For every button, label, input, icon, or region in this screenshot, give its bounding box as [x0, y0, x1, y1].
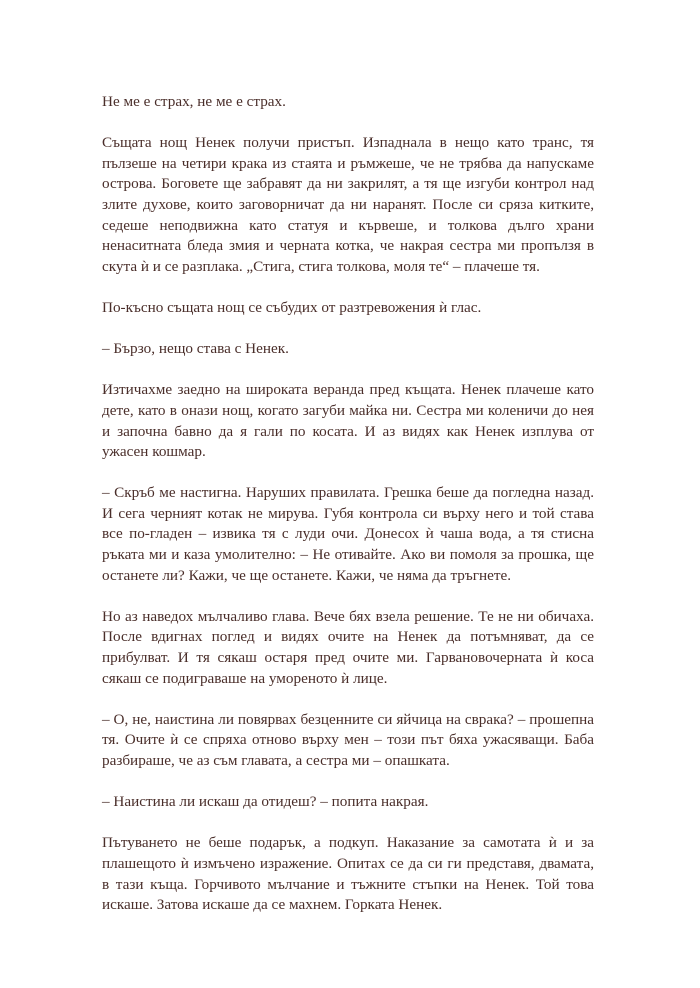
paragraph: Пътуването не беше подарък, а подкуп. Наказание за самотата ѝ и за плашещото ѝ измъчено изражение. Опитах се да си ги представя, двамата, в тази къща. Горчивото мълчание и тъжните стъпки на Ненек. Той това искаше. Затова искаше да се махнем. Горката Ненек. [102, 834, 594, 914]
dialogue-line: – Бързо, нещо става с Ненек. [102, 340, 289, 358]
paragraph: Същата нощ Ненек получи пристъп. Изпаднала в нещо като транс, тя пълзеше на четири крака из стаята и ръмжеше, че не трябва да напускаме острова. Боговете ще забравят да ни закрилят, а тя ще изгуби контрол над злите духове, които заговорничат да ни наранят. После си сряза китките, седеше неподвижна като статуя и кървеше, и толкова дълго храни ненаситната бледа змия и черната котка, че накрая сестра ми пропълзя в скута ѝ и се разплака. „Стига, стига толкова, моля те“ – плачеше тя. [102, 134, 594, 275]
dialogue-line: – Скръб ме настигна. Наруших правилата. Грешка беше да погледна назад. И сега черният котак не мирува. Губя контрола си върху него и той става все по-гладен – извика тя с луди очи. Донесох ѝ чаша вода, а тя стисна ръката ми и каза умолително: – Не отивайте. Ако ви помоля за прошка, ще останете ли? Кажи, че ще останете. Кажи, че няма да тръгнете. [102, 484, 594, 584]
paragraph: Не ме е страх, не ме е страх. [102, 93, 286, 110]
paragraph: Изтичахме заедно на широката веранда пред къщата. Ненек плачеше като дете, като в онази нощ, когато загуби майка ни. Сестра ми коленичи до нея и започна бавно да я гали по косата. И аз видях как Ненек изплува от ужасен кошмар. [102, 381, 594, 461]
dialogue-line: – Наистина ли искаш да отидеш? – попита накрая. [102, 793, 429, 811]
paragraph: По-късно същата нощ се събудих от разтревожения ѝ глас. [102, 298, 482, 316]
document-page [102, 92, 594, 936]
paragraph: Но аз наведох мълчаливо глава. Вече бях взела решение. Те не ни обичаха. После вдигнах поглед и видях очите на Ненек да потъмняват, да се прибулват. И тя сякаш остаря пред очите ми. Гарвановочерната ѝ коса сякаш се подиграваше на умореното ѝ лице. [102, 607, 594, 687]
dialogue-line: – О, не, наистина ли повярвах безценните си яйчица на сврака? – прошепна тя. Очите ѝ се спряха отново върху мен – този път бяха ужасяващи. Баба разбираше, че аз съм главата, а сестра ми – опашката. [102, 710, 594, 769]
